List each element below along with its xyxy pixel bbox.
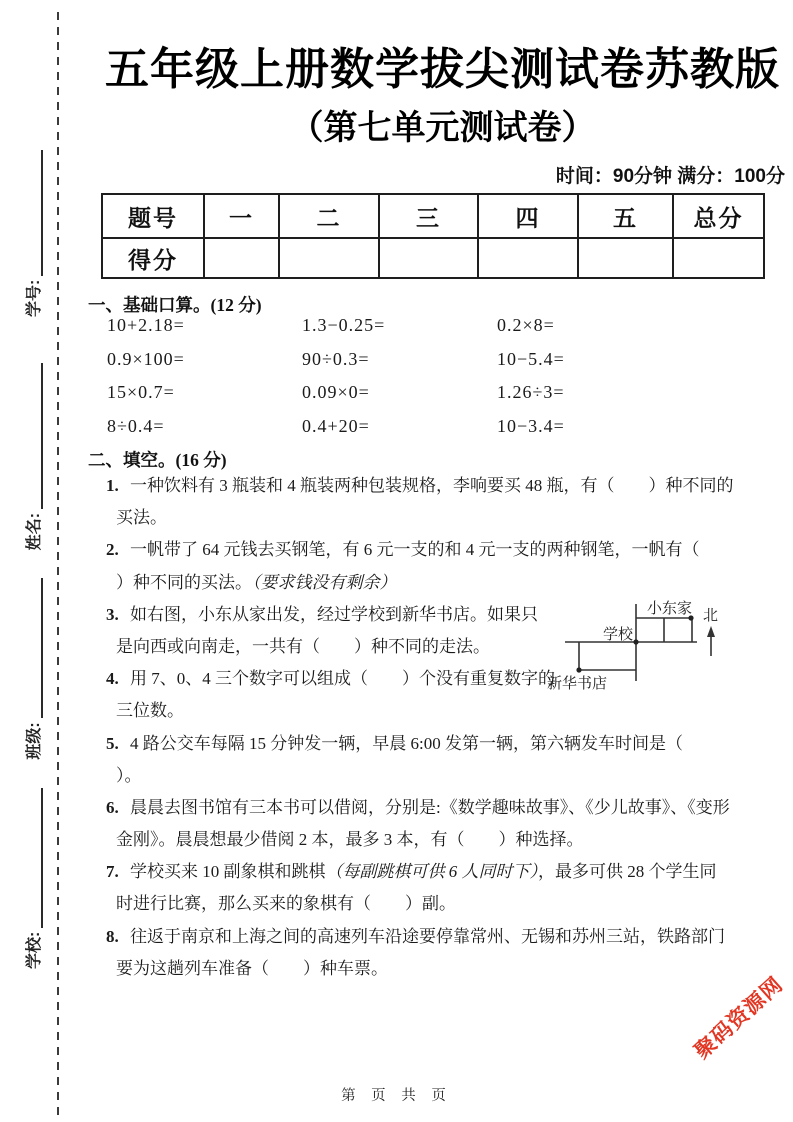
calc-problem: 10−5.4= xyxy=(497,348,565,369)
question-number: 8. xyxy=(106,926,119,946)
question-item xyxy=(106,856,766,920)
question-line xyxy=(106,792,766,824)
calc-problem: 1.3−0.25= xyxy=(302,315,386,336)
question-line xyxy=(106,502,766,534)
question-number: 7. xyxy=(106,862,119,882)
paper-title: 五年级上册数学拔尖测试卷苏教版 xyxy=(105,45,780,94)
score-cell-empty xyxy=(578,238,673,278)
calc-problem: 0.2×8= xyxy=(497,315,555,336)
score-table-score-row xyxy=(102,238,764,278)
score-table-header-cell: 三 xyxy=(379,194,478,238)
question-text: ）。 xyxy=(116,765,142,785)
binding-blank-line xyxy=(21,788,43,928)
question-item xyxy=(106,534,766,598)
oral-calc-grid xyxy=(107,309,692,443)
calc-problem: 10+2.18= xyxy=(107,315,185,336)
binding-area xyxy=(12,85,52,975)
question-item xyxy=(106,470,766,534)
calc-problem: 10−3.4= xyxy=(497,415,565,436)
calc-problem: 90÷0.3= xyxy=(302,348,370,369)
map-label-bookstore: 新华书店 xyxy=(547,676,608,692)
calc-problem: 15×0.7= xyxy=(107,382,175,403)
question-text: 学校买来 10 副象棋和跳棋 xyxy=(130,862,326,882)
question-text: 三位数。 xyxy=(116,701,184,721)
watermark: 聚码资源网 xyxy=(690,972,788,1064)
question-text: 买法。 xyxy=(116,508,167,528)
question-text-note: （每副跳棋可供 6 人同时下） xyxy=(325,862,538,882)
question-line xyxy=(106,921,766,953)
binding-field-label: 学号: xyxy=(25,279,43,317)
binding-field-label: 班级: xyxy=(25,722,43,760)
binding-blank-line xyxy=(21,150,43,276)
fill-question-list xyxy=(106,470,766,985)
question-text: 往返于南京和上海之间的高速列车沿途要停靠常州、无锡和苏州三站，铁路部门 xyxy=(130,926,725,946)
score-table-header-row xyxy=(102,194,764,238)
question-item xyxy=(106,792,766,856)
question-line xyxy=(106,534,766,566)
score-table-header-cell: 题号 xyxy=(102,194,204,238)
question-text: 一种饮料有 3 瓶装和 4 瓶装两种包装规格，李响要买 48 瓶，有（ ）种不同的 xyxy=(130,476,734,495)
binding-blank-line xyxy=(21,578,43,718)
question-text: 是向西或向南走，一共有（ ）种不同的走法。 xyxy=(116,636,490,656)
map-label-school: 学校 xyxy=(603,627,634,643)
binding-field-label: 姓名: xyxy=(25,512,43,551)
question-number: 5. xyxy=(106,733,119,753)
question-text: 要为这趟列车准备（ ）种车票。 xyxy=(116,958,388,978)
score-table xyxy=(101,193,765,279)
score-cell-empty xyxy=(379,238,478,278)
question-text: 一帆带了 64 元钱去买钢笔，有 6 元一支的和 4 元一支的两种钢笔，一帆有（ xyxy=(130,540,700,560)
page-footer: 第 页 共 页 xyxy=(341,1088,452,1104)
question-line xyxy=(106,695,766,727)
question-number: 4. xyxy=(106,669,119,689)
map-label-north: 北 xyxy=(703,608,719,624)
calc-problem: 0.9×100= xyxy=(107,348,185,369)
score-cell-empty xyxy=(279,238,379,278)
calc-problem: 8÷0.4= xyxy=(107,415,165,436)
route-map-diagram xyxy=(545,592,723,700)
section-2-heading: 二、填空。(16 分) xyxy=(88,450,227,470)
time-score-info: 时间：90分钟 满分：100分 xyxy=(555,166,785,187)
question-number: 3. xyxy=(106,604,119,624)
binding-field-class xyxy=(21,550,44,759)
question-text: ）种不同的买法。 xyxy=(116,572,252,592)
question-line xyxy=(106,856,766,888)
score-table-header-cell: 总分 xyxy=(673,194,764,238)
question-text: 如右图，小东从家出发，经过学校到新华书店。如果只 xyxy=(130,604,538,624)
binding-field-school xyxy=(21,760,44,969)
binding-blank-line xyxy=(21,363,43,509)
question-text: 4 路公交车每隔 15 分钟发一辆，早晨 6:00 发第一辆，第六辆发车时间是（ xyxy=(130,733,683,753)
north-arrow-icon xyxy=(707,626,715,656)
map-point-school xyxy=(633,639,638,644)
paper-subtitle: （第七单元测试卷） xyxy=(289,109,596,147)
question-line xyxy=(106,824,766,856)
question-line xyxy=(106,470,766,502)
calc-problem: 1.26÷3= xyxy=(497,382,565,403)
section-1-heading: 一、基础口算。(12 分) xyxy=(88,295,262,315)
question-text: 金刚》。晨晨想最少借阅 2 本，最多 3 本，有（ ）种选择。 xyxy=(116,830,584,850)
calc-problem: 0.4+20= xyxy=(302,415,370,436)
question-line xyxy=(106,760,766,792)
score-cell-empty xyxy=(478,238,578,278)
question-text: ，最多可供 28 个学生同 xyxy=(538,862,717,882)
binding-field-name xyxy=(21,317,44,550)
binding-field-label: 学校: xyxy=(25,931,43,969)
question-line xyxy=(106,888,766,920)
question-item xyxy=(106,921,766,985)
binding-dashed-line xyxy=(57,12,59,1118)
map-label-home: 小东家 xyxy=(647,601,693,617)
question-number: 1. xyxy=(106,476,119,495)
question-line xyxy=(106,728,766,760)
score-table-header-cell: 一 xyxy=(204,194,279,238)
question-number: 6. xyxy=(106,797,119,817)
question-item xyxy=(106,728,766,792)
question-line xyxy=(106,953,766,985)
question-text-note: （要求钱没有剩余） xyxy=(252,572,397,592)
score-cell-empty xyxy=(673,238,764,278)
question-text: 时进行比赛，那么买来的象棋有（ ）副。 xyxy=(116,894,456,914)
score-table-header-cell: 二 xyxy=(279,194,379,238)
question-number: 2. xyxy=(106,540,119,560)
map-point-bookstore xyxy=(576,667,581,672)
score-table-header-cell: 五 xyxy=(578,194,673,238)
question-text: 晨晨去图书馆有三本书可以借阅，分别是:《数学趣味故事》、《少儿故事》、《变形 xyxy=(130,797,730,817)
score-table-header-cell: 四 xyxy=(478,194,578,238)
question-text: 用 7、0、4 三个数字可以组成（ ）个没有重复数字的 xyxy=(130,669,555,689)
calc-problem: 0.09×0= xyxy=(302,382,370,403)
binding-field-student-id xyxy=(21,150,44,317)
score-row-label: 得分 xyxy=(102,238,204,278)
score-cell-empty xyxy=(204,238,279,278)
